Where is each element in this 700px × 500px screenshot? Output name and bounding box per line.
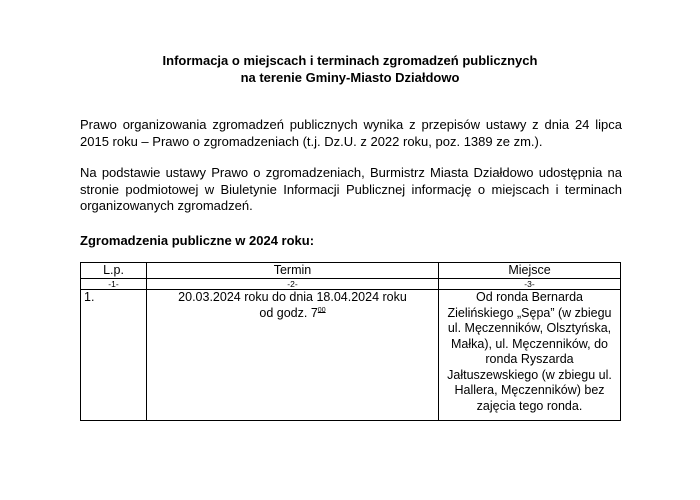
header-lp: L.p. [81, 263, 147, 279]
cell-miejsce: Od ronda Bernarda Zielińskiego „Sępa” (w zbiegu ul. Męczenników, Olsztyńska, Małka), ul. Męczenników, do ronda Ryszarda Jałtuszewskiego (w zbiegu ul. Hallera, Męczenników) bez zajęcia tego ronda. [439, 290, 621, 421]
title-line-2: na terenie Gminy-Miasto Działdowo [240, 70, 460, 85]
header-miejsce: Miejsce [439, 263, 621, 279]
header-termin: Termin [147, 263, 439, 279]
title-line-1: Informacja o miejscach i terminach zgromadzeń publicznych [162, 53, 538, 68]
document-title [0, 52, 700, 86]
paragraph-legal-basis: Prawo organizowania zgromadzeń publicznych wynika z przepisów ustawy z dnia 24 lipca 2015 roku – Prawo o zgromadzeniach (t.j. Dz.U. z 2022 roku, poz. 1389 ze zm.). [80, 117, 622, 149]
table-column-numbers-row [81, 279, 621, 290]
column-number-2: -2- [147, 279, 439, 290]
cell-termin [147, 290, 439, 421]
column-number-3: -3- [439, 279, 621, 290]
table-header-row [81, 263, 621, 279]
table-row [81, 290, 621, 421]
paragraph-bip-notice: Na podstawie ustawy Prawo o zgromadzeniach, Burmistrz Miasta Działdowo udostępnia na stronie podmiotowej w Biuletynie Informacji Publicznej informację o miejscach i terminach organizowanych zgromadzeń. [80, 165, 622, 213]
termin-time-text: od godz. 7 [259, 305, 318, 320]
column-number-1: -1- [81, 279, 147, 290]
termin-time [150, 306, 435, 322]
cell-lp: 1. [81, 290, 147, 421]
termin-time-minutes: 00 [317, 306, 326, 314]
termin-date-range: 20.03.2024 roku do dnia 18.04.2024 roku [178, 290, 407, 304]
section-heading: Zgromadzenia publiczne w 2024 roku: [80, 233, 315, 248]
assemblies-table [80, 262, 621, 421]
